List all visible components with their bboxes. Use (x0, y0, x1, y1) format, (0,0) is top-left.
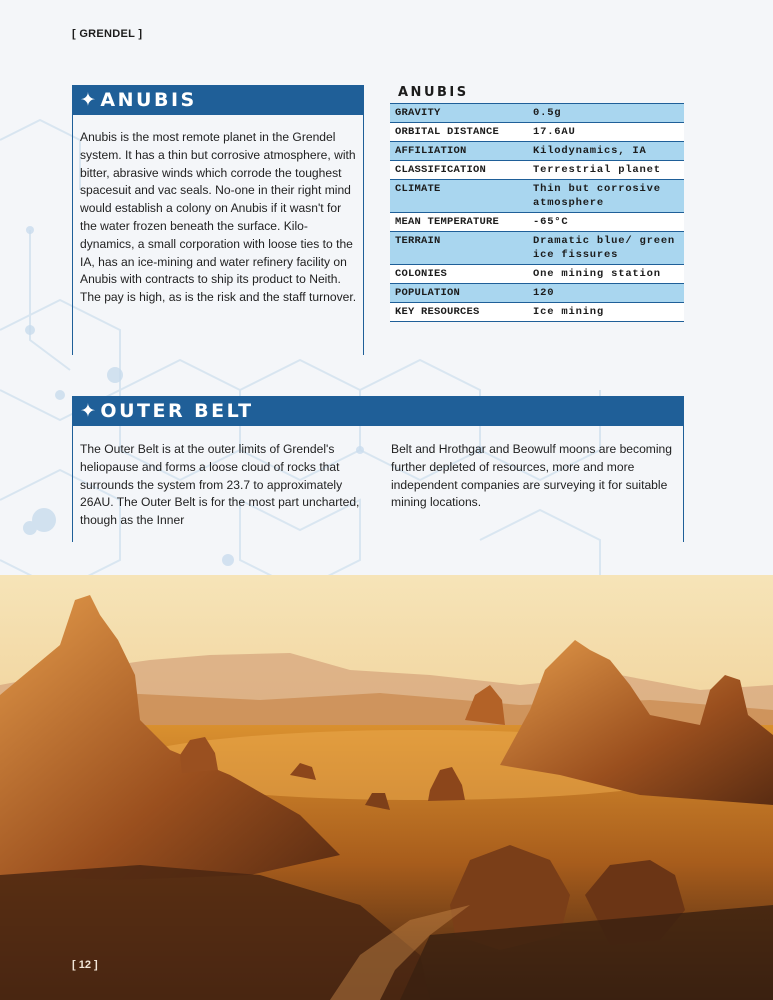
stat-key: ORBITAL DISTANCE (390, 123, 528, 142)
stat-key: KEY RESOURCES (390, 303, 528, 322)
anubis-left-rule (72, 115, 73, 355)
stat-key: POPULATION (390, 284, 528, 303)
star-icon: ✦ (80, 89, 99, 111)
stat-value: 17.6AU (528, 123, 684, 142)
table-row (390, 142, 684, 161)
table-row (390, 265, 684, 284)
table-row (390, 123, 684, 142)
anubis-paragraph: Anubis is the most remote planet in the Grendel system. It has a thin but corrosive atmosphere, with bitter, abrasive winds which corrode the toughest spacesuit and vac seals. No-one in their right mind would establish a colony on Anubis if it wasn't for the water frozen beneath the surface. Kilodynamics, a small corporation with loose ties to the IA, has an ice-mining and water refinery facility on Anubis with contracts to ship its product to Neith. The pay is high, as is the risk and the staff turnover. (80, 130, 357, 305)
stat-value: 0.5g (528, 104, 684, 123)
anubis-right-rule (363, 115, 364, 355)
stat-value: Kilodynamics, IA (528, 142, 684, 161)
table-row (390, 213, 684, 232)
stat-key: MEAN TEMPERATURE (390, 213, 528, 232)
outer-belt-left-rule (72, 426, 73, 542)
page-number: [ 12 ] (72, 959, 98, 971)
stat-key: CLIMATE (390, 180, 528, 213)
stats-table-title: ANUBIS (398, 85, 469, 100)
header-tag: [ GRENDEL ] (72, 28, 143, 40)
table-row (390, 180, 684, 213)
stat-key: CLASSIFICATION (390, 161, 528, 180)
outer-belt-title-text: OUTER BELT (100, 400, 254, 422)
stat-value: Terrestrial planet (528, 161, 684, 180)
stat-key: AFFILIATION (390, 142, 528, 161)
anubis-section-title (72, 85, 364, 115)
outer-belt-right-rule (683, 426, 684, 542)
outer-belt-section-title (72, 396, 684, 426)
table-row (390, 161, 684, 180)
stat-value: One mining station (528, 265, 684, 284)
table-row (390, 104, 684, 123)
stat-key: TERRAIN (390, 232, 528, 265)
table-row (390, 232, 684, 265)
outer-belt-paragraph-col1: The Outer Belt is at the outer limits of Grendel's heliopause and forms a loose cloud of rocks that surrounds the system from 23.7 to approximately 26AU. The Outer Belt is for the most part uncharted, though as the Inner (80, 442, 360, 528)
stat-key: GRAVITY (390, 104, 528, 123)
anubis-title-text: ANUBIS (100, 89, 197, 111)
stat-value: Ice mining (528, 303, 684, 322)
stat-key: COLONIES (390, 265, 528, 284)
outer-belt-paragraph-col2: Belt and Hrothgar and Beowulf moons are becoming further depleted of resources, more and more independent companies are surveying it for suitable mining locations. (391, 442, 673, 510)
star-icon: ✦ (80, 400, 99, 422)
stat-value: Thin but corrosive atmosphere (528, 180, 684, 213)
stats-table (390, 103, 684, 322)
desert-landscape-image (0, 575, 773, 1000)
stat-value: 120 (528, 284, 684, 303)
table-row (390, 284, 684, 303)
table-row (390, 303, 684, 322)
stat-value: -65°C (528, 213, 684, 232)
stat-value: Dramatic blue/ green ice fissures (528, 232, 684, 265)
